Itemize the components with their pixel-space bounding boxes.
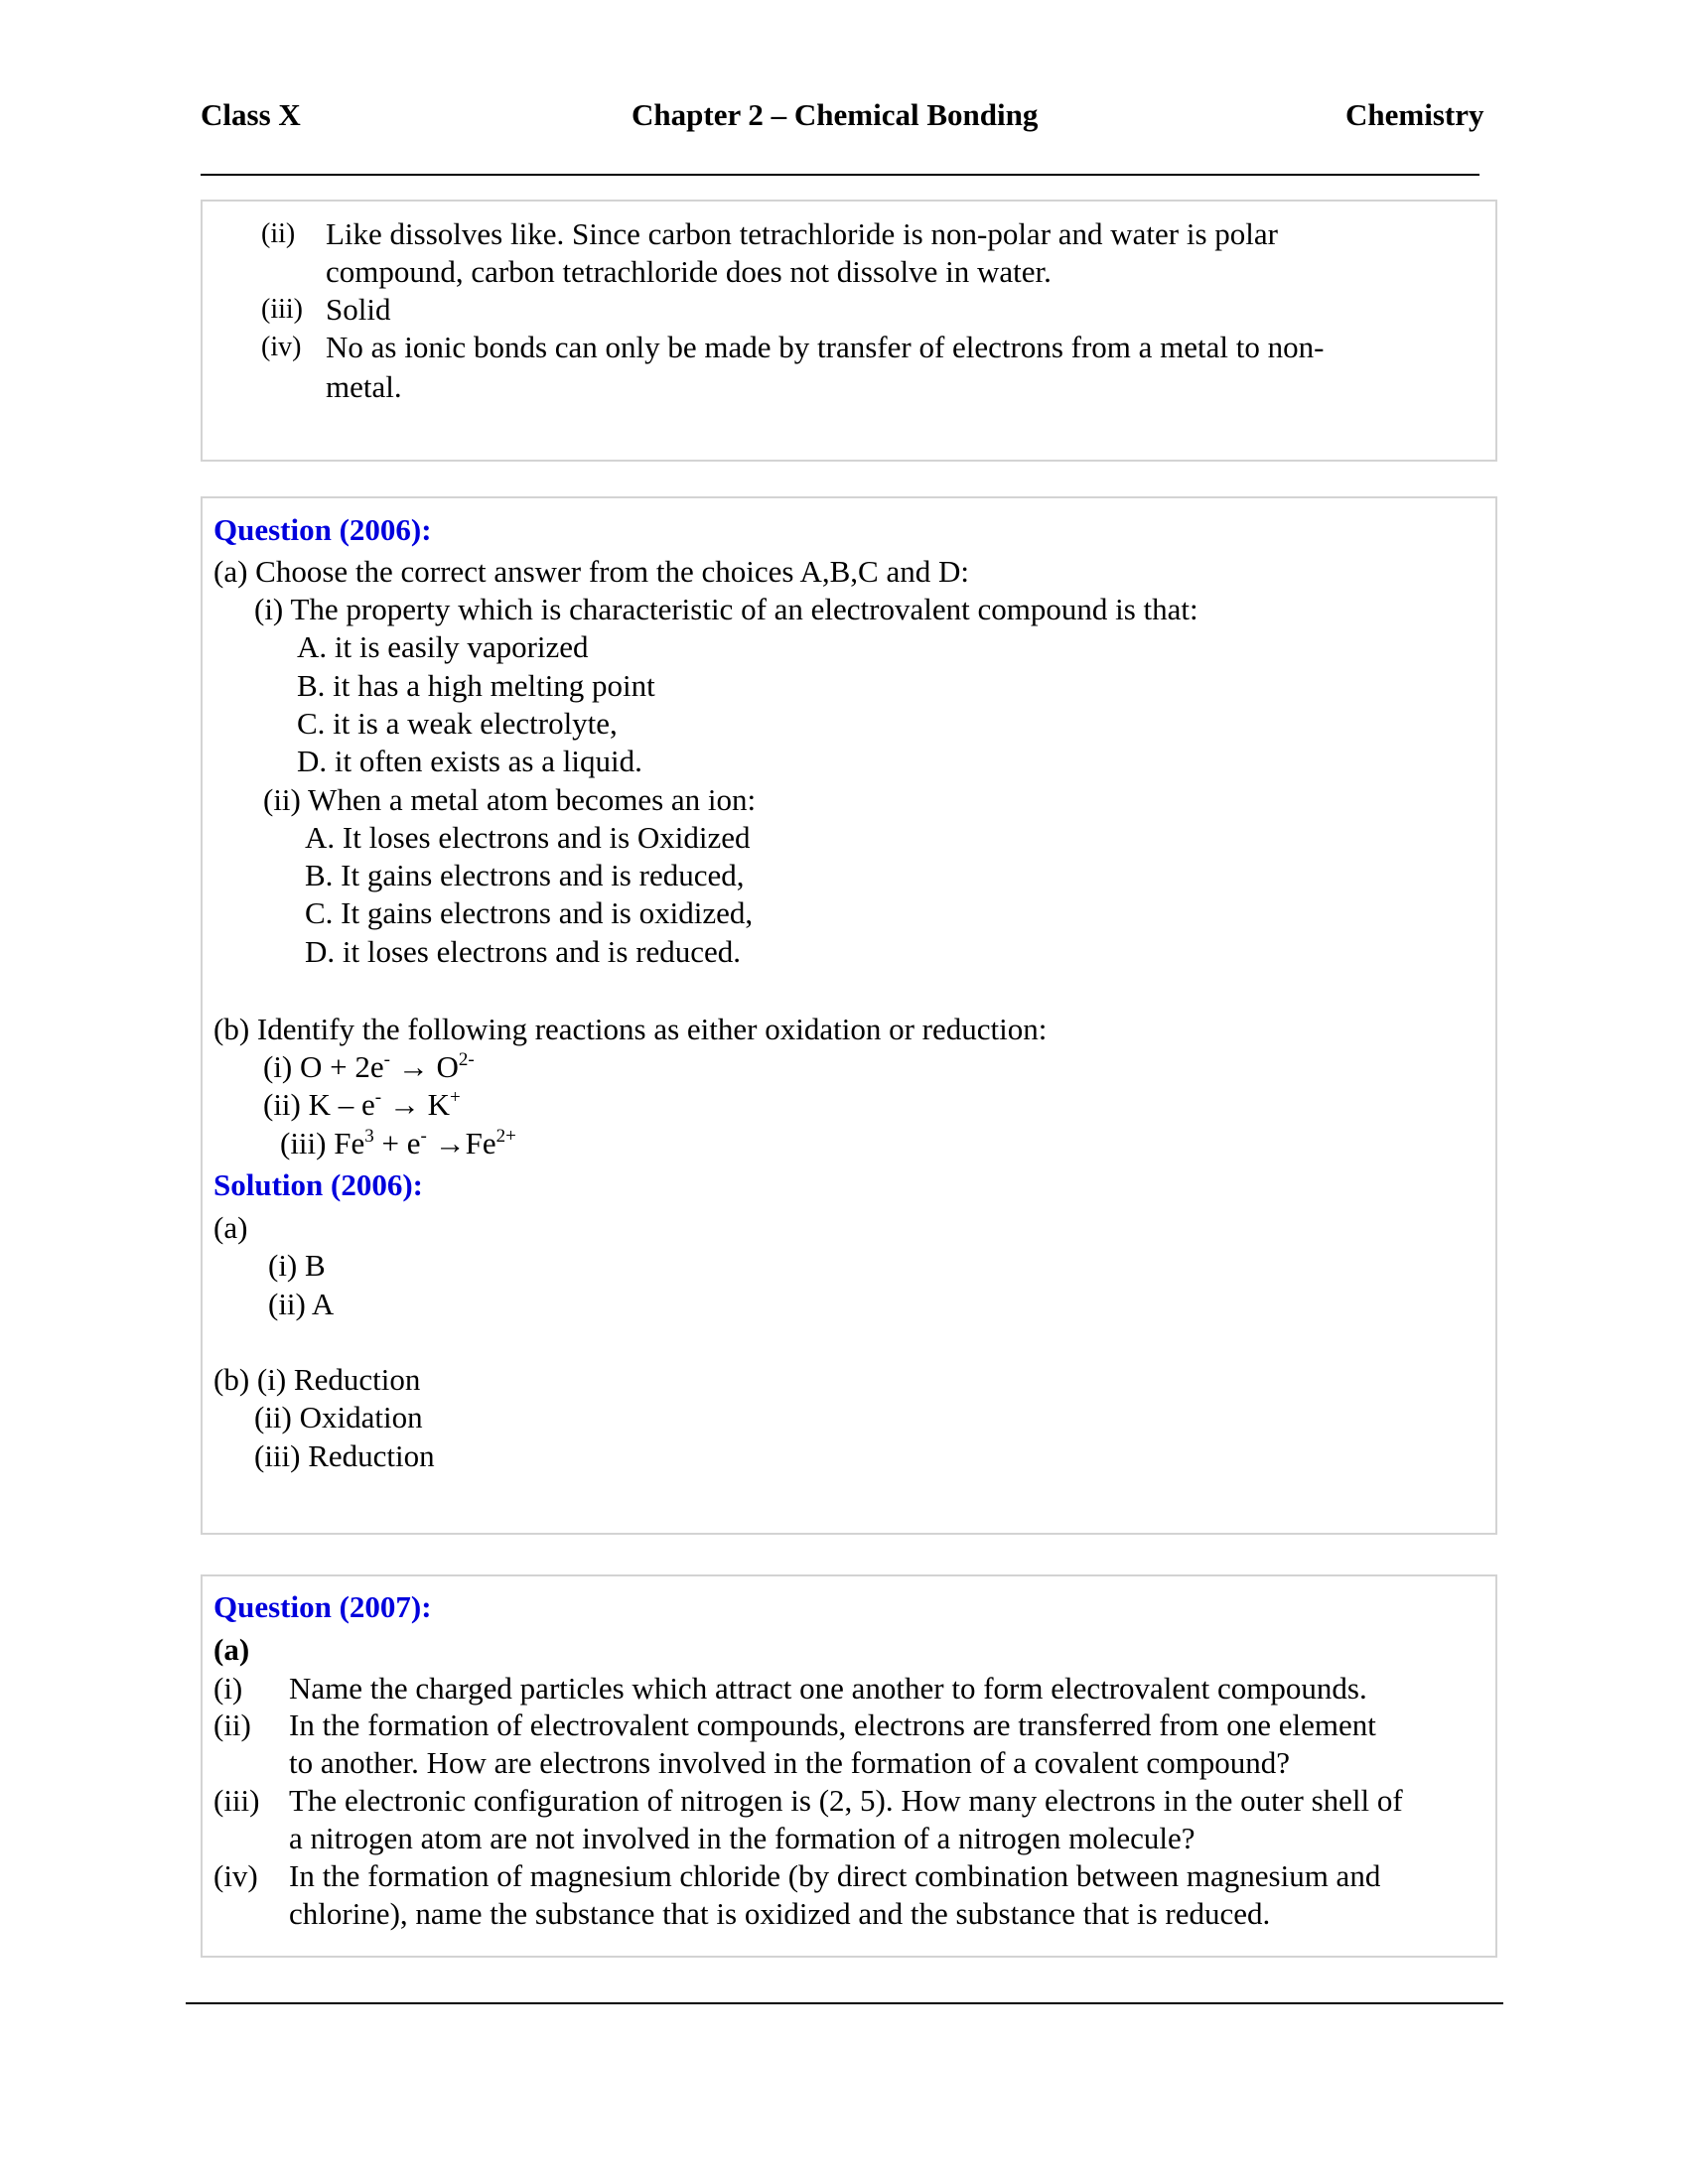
question-text: The electronic configuration of nitrogen is (2, 5). How many electrons in the outer shell of [289,1783,1403,1818]
solution-answer: (b) (i) Reduction [213,1362,421,1397]
option-a: A. it is easily vaporized [297,629,589,664]
question-text: a nitrogen atom are not involved in the formation of a nitrogen molecule? [289,1821,1196,1855]
solution-answer: (ii) Oxidation [254,1400,423,1434]
reaction-equation: (iii) $Fe^3 + e^- \to Fe^{2+}$ [280,1126,516,1160]
item-number: (iii) [213,1783,260,1818]
question-part-a-intro: (a) Choose the correct answer from the choices A,B,C and D: [213,554,969,589]
question-text: to another. How are electrons involved in the formation of a covalent compound? [289,1745,1291,1780]
solution-answer: (ii) A [268,1287,335,1321]
item-number: (ii) [261,218,296,249]
option-d: D. it loses electrons and is reduced. [305,934,742,969]
option-c: C. It gains electrons and is oxidized, [305,895,754,930]
footer-rule [186,2002,1503,2004]
question-stem: (ii) When a metal atom becomes an ion: [263,782,757,817]
option-d: D. it often exists as a liquid. [297,744,642,778]
question-text: chlorine), name the substance that is oxidized and the substance that is reduced. [289,1896,1271,1931]
item-number: (iii) [261,294,303,325]
header-rule [201,174,1479,176]
answer-text: Like dissolves like. Since carbon tetrachloride is non-polar and water is polar [326,216,1278,251]
question-part-b-intro: (b) Identify the following reactions as either oxidation or reduction: [213,1012,1048,1046]
question-part-label: (a) [213,1632,250,1667]
reaction-equation: (i) $O + 2e^- \to O^{2-}$ [263,1049,475,1084]
reaction-equation: (ii) K – e- → K+ [263,1087,461,1122]
answer-text: No as ionic bonds can only be made by transfer of electrons from a metal to non- [326,330,1325,364]
item-number: (iv) [261,332,302,362]
question-heading: Question (2006): [213,512,432,547]
option-c: C. it is a weak electrolyte, [297,706,618,741]
solution-heading: Solution (2006): [213,1167,423,1202]
answer-text: Solid [326,292,391,327]
item-number: (iv) [213,1858,258,1893]
answer-text: compound, carbon tetrachloride does not dissolve in water. [326,254,1052,289]
question-text: Name the charged particles which attract one another to form electrovalent compounds. [289,1671,1367,1706]
header-class: Class X [201,97,301,132]
item-number: (ii) [213,1707,251,1742]
question-text: In the formation of electrovalent compounds, electrons are transferred from one element [289,1707,1376,1742]
item-number: (i) [213,1671,243,1706]
question-text: In the formation of magnesium chloride (by direct combination between magnesium and [289,1858,1381,1893]
question-stem: (i) The property which is characteristic of an electrovalent compound is that: [254,592,1198,626]
answer-text: metal. [326,369,402,404]
option-a: A. It loses electrons and is Oxidized [305,820,751,855]
solution-part-label: (a) [213,1210,248,1245]
header-subject: Chemistry [1345,97,1484,132]
question-heading: Question (2007): [213,1589,432,1624]
option-b: B. It gains electrons and is reduced, [305,858,745,892]
header-chapter-title: Chapter 2 – Chemical Bonding [632,97,1039,132]
solution-answer: (iii) Reduction [254,1438,435,1473]
solution-answer: (i) B [268,1248,326,1283]
option-b: B. it has a high melting point [297,668,655,703]
